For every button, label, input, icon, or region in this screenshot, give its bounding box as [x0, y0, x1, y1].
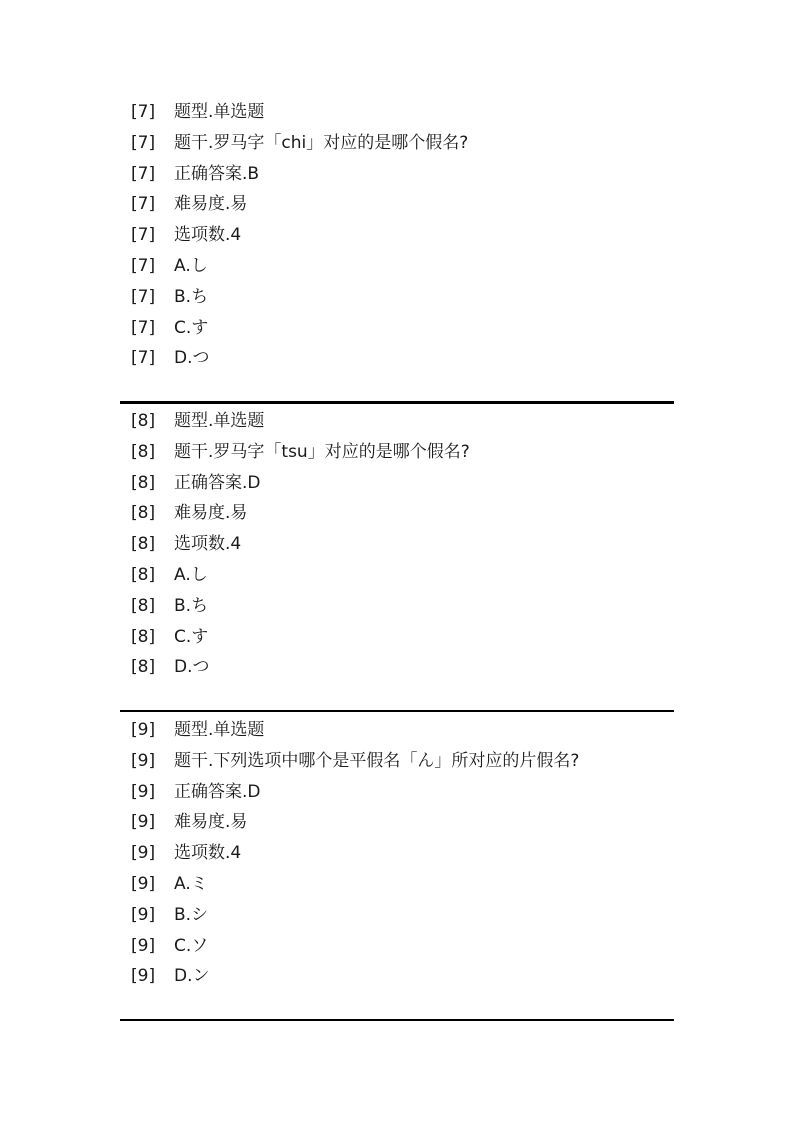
question-block-7	[120, 97, 674, 374]
correct-answer: 正确答案.B	[174, 163, 260, 184]
option-d: D.ン	[174, 966, 210, 987]
option-a-line	[120, 251, 674, 282]
option-count: 选项数.4	[174, 534, 242, 555]
question-number: [8]	[131, 441, 156, 462]
question-stem: 题干.罗马字「chi」对应的是哪个假名?	[174, 132, 469, 153]
question-number: [8]	[131, 657, 156, 678]
option-count: 选项数.4	[174, 225, 242, 246]
question-block-9	[120, 715, 674, 992]
question-number: [9]	[131, 720, 156, 740]
question-stem-line	[120, 128, 674, 159]
option-d-line	[120, 652, 674, 683]
option-d-line	[120, 343, 674, 374]
option-d: D.つ	[174, 348, 210, 369]
question-type: 题型.单选题	[174, 720, 265, 740]
question-number: [8]	[131, 472, 156, 493]
option-b: B.ち	[174, 595, 209, 616]
question-number: [9]	[131, 966, 156, 987]
question-number: [9]	[131, 781, 156, 802]
question-number: [8]	[131, 626, 156, 647]
question-number: [7]	[131, 317, 156, 338]
question-number: [9]	[131, 812, 156, 833]
question-divider	[120, 710, 674, 712]
question-number: [7]	[131, 348, 156, 369]
option-a: A.し	[174, 564, 208, 585]
question-number: [8]	[131, 595, 156, 616]
question-number: [8]	[131, 411, 156, 431]
option-c-line	[120, 931, 674, 962]
question-number: [7]	[131, 163, 156, 184]
question-number: [7]	[131, 225, 156, 246]
option-count: 选项数.4	[174, 843, 242, 864]
option-c: C.す	[174, 317, 209, 338]
question-type-line	[120, 97, 674, 128]
question-stem: 题干.罗马字「tsu」对应的是哪个假名?	[174, 441, 470, 462]
option-a-line	[120, 869, 674, 900]
question-number: [9]	[131, 843, 156, 864]
difficulty-line	[120, 189, 674, 220]
correct-answer-line	[120, 159, 674, 190]
question-number: [7]	[131, 194, 156, 215]
question-number: [8]	[131, 503, 156, 524]
question-divider	[120, 401, 674, 404]
question-stem: 题干.下列选项中哪个是平假名「ん」所对应的片假名?	[174, 750, 580, 771]
option-a: A.し	[174, 255, 208, 276]
question-type: 题型.单选题	[174, 411, 265, 431]
option-c-line	[120, 622, 674, 653]
correct-answer: 正确答案.D	[174, 781, 261, 802]
difficulty: 难易度.易	[174, 194, 248, 215]
difficulty-line	[120, 807, 674, 838]
option-d-line	[120, 961, 674, 992]
question-divider	[120, 1019, 674, 1021]
question-type-line	[120, 715, 674, 746]
option-b: B.ち	[174, 286, 209, 307]
option-b-line	[120, 900, 674, 931]
question-number: [9]	[131, 935, 156, 956]
question-number: [9]	[131, 873, 156, 894]
option-count-line	[120, 529, 674, 560]
option-b-line	[120, 591, 674, 622]
option-count-line	[120, 838, 674, 869]
option-d: D.つ	[174, 657, 210, 678]
question-number: [8]	[131, 534, 156, 555]
question-number: [9]	[131, 750, 156, 771]
option-b-line	[120, 282, 674, 313]
question-type: 题型.单选题	[174, 102, 265, 122]
difficulty: 难易度.易	[174, 812, 248, 833]
correct-answer: 正确答案.D	[174, 472, 261, 493]
correct-answer-line	[120, 468, 674, 499]
option-count-line	[120, 220, 674, 251]
option-c: C.す	[174, 626, 209, 647]
difficulty-line	[120, 498, 674, 529]
option-b: B.シ	[174, 904, 209, 925]
question-number: [7]	[131, 286, 156, 307]
question-number: [8]	[131, 564, 156, 585]
question-stem-line	[120, 437, 674, 468]
option-a-line	[120, 560, 674, 591]
option-c-line	[120, 313, 674, 344]
question-block-8	[120, 406, 674, 683]
difficulty: 难易度.易	[174, 503, 248, 524]
question-stem-line	[120, 746, 674, 777]
question-number: [9]	[131, 904, 156, 925]
option-c: C.ソ	[174, 935, 209, 956]
question-number: [7]	[131, 132, 156, 153]
question-type-line	[120, 406, 674, 437]
correct-answer-line	[120, 777, 674, 808]
option-a: A.ミ	[174, 873, 208, 894]
question-number: [7]	[131, 255, 156, 276]
question-number: [7]	[131, 102, 156, 122]
